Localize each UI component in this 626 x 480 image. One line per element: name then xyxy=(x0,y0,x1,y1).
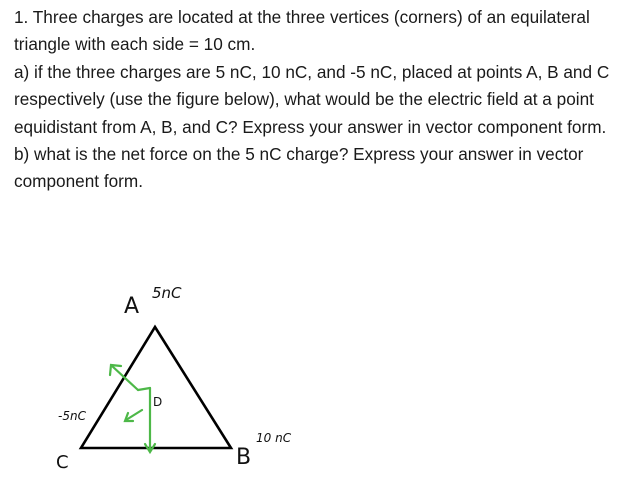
part-b-question: b) what is the net force on the 5 nC charge? Express your answer in vector component form. xyxy=(14,144,584,192)
vertex-a-label: A xyxy=(124,294,140,319)
problem-statement: 1. Three charges are located at the three vertices (corners) of an equilateral triangle with each side = 10 cm. xyxy=(14,7,590,55)
vertex-c-charge: -5nC xyxy=(58,409,86,423)
center-label: D xyxy=(153,395,163,409)
vertex-b-label: B xyxy=(236,445,252,470)
arrow-toward-a xyxy=(112,366,138,390)
vertex-a-charge: 5nC xyxy=(152,284,182,302)
vertex-c-label: C xyxy=(56,452,69,473)
part-a-question: a) if the three charges are 5 nC, 10 nC, and -5 nC, placed at points A, B and C respectively (use the figure below), what would be the electric field at a point equidistant from A, B, and C? Express your answer in vector component form. xyxy=(14,61,610,137)
field-arrows xyxy=(110,365,155,452)
arrow-connector xyxy=(138,388,150,390)
vertex-b-charge: 10 nC xyxy=(256,431,292,445)
triangle-outline xyxy=(81,327,231,448)
